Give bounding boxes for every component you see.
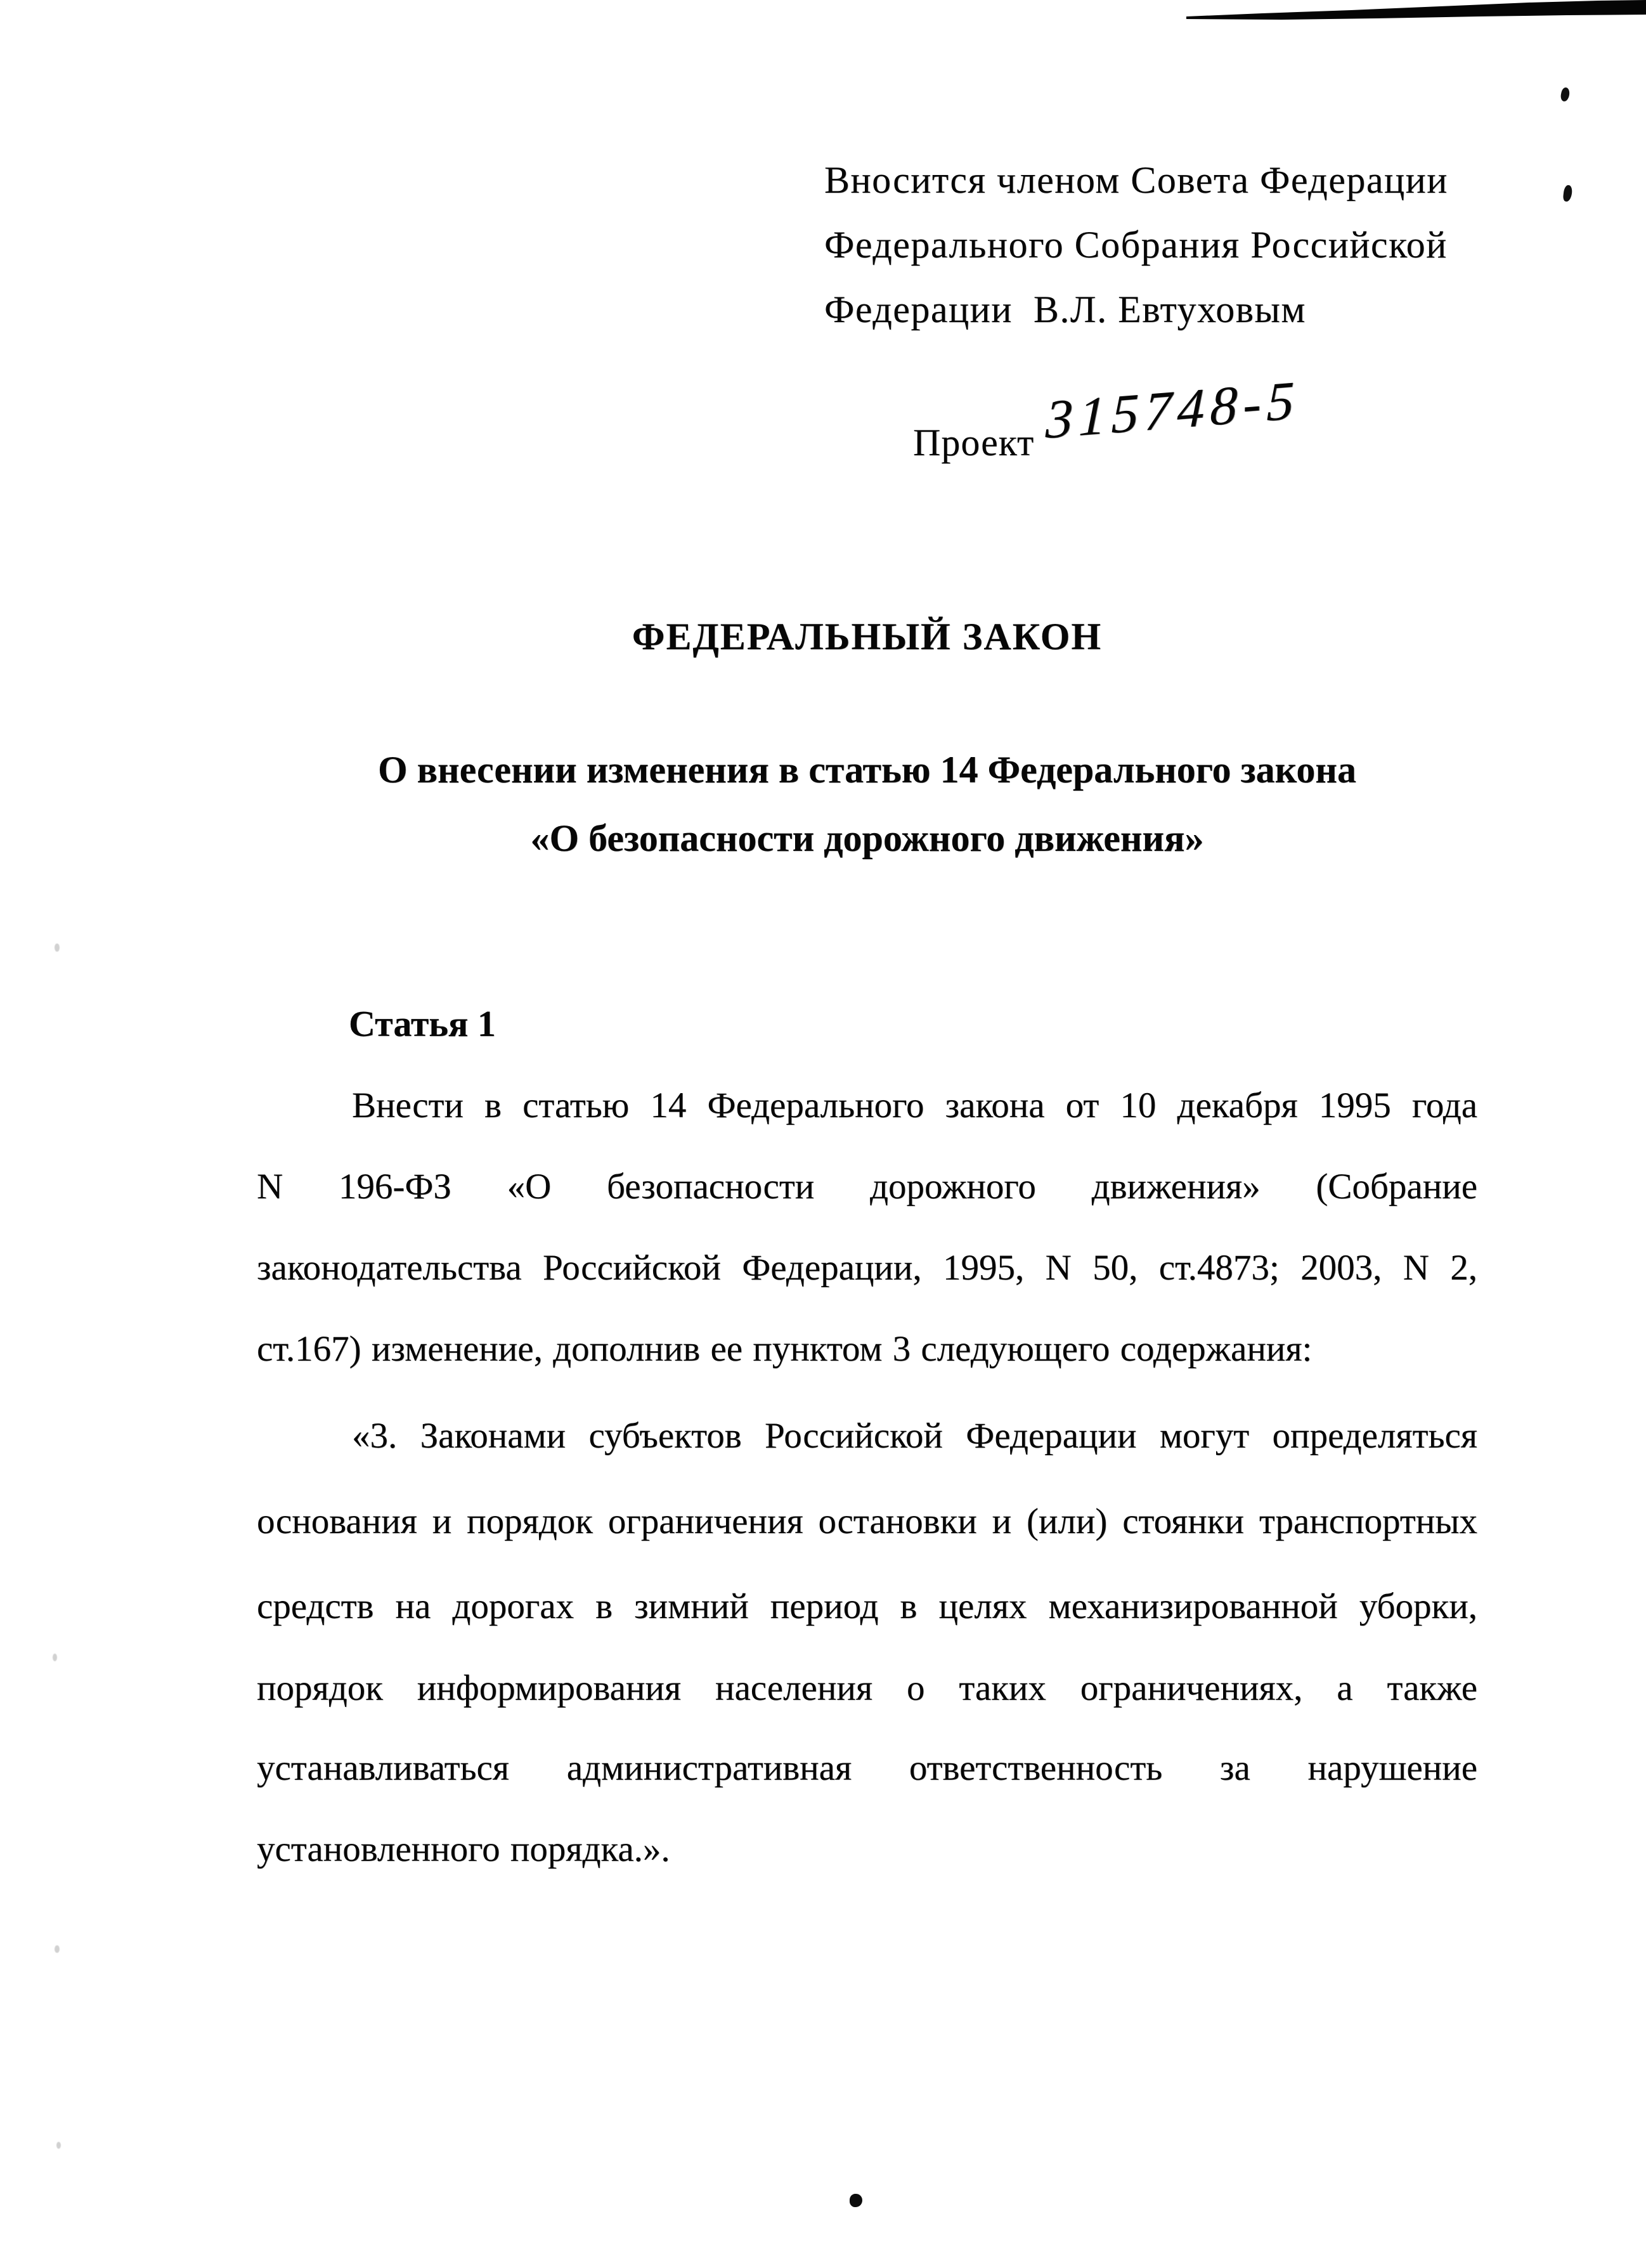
- body-line: N 196-ФЗ «О безопасности дорожного движения» (Собрание: [257, 1167, 1477, 1207]
- scanner-streak-artifact: [1186, 0, 1646, 30]
- scan-speck-icon: [55, 943, 60, 952]
- law-title: ФЕДЕРАЛЬНЫЙ ЗАКОН: [632, 616, 1103, 658]
- article-heading: Статья 1: [349, 1003, 496, 1044]
- ink-speck-top-right-icon: [1560, 87, 1571, 102]
- body-line: ст.167) изменение, дополнив ее пунктом 3 следующего содержания:: [257, 1329, 1312, 1369]
- submitter-line: Федерального Собрания Российской: [824, 224, 1448, 266]
- body-line: устанавливаться административная ответственность за нарушение: [257, 1748, 1477, 1788]
- scan-speck-icon: [56, 2142, 61, 2149]
- ink-speck-right-margin-icon: [1562, 185, 1572, 202]
- law-subtitle-line: «О безопасности дорожного движения»: [530, 817, 1204, 859]
- body-line: порядок информирования населения о таких ограничениях, а также: [257, 1668, 1477, 1708]
- body-line: Внести в статью 14 Федерального закона от 10 декабря 1995 года: [352, 1085, 1477, 1125]
- law-subtitle-line: О внесении изменения в статью 14 Федерального закона: [377, 749, 1356, 791]
- body-line: установленного порядка.».: [257, 1829, 670, 1869]
- body-line: основания и порядок ограничения остановки и (или) стоянки транспортных: [257, 1501, 1477, 1541]
- scan-speck-icon: [53, 1654, 57, 1661]
- body-line: «3. Законами субъектов Российской Федерации могут определяться: [352, 1416, 1477, 1456]
- project-label: Проект: [913, 422, 1035, 463]
- body-line: законодательства Российской Федерации, 1995, N 50, ст.4873; 2003, N 2,: [257, 1248, 1477, 1288]
- ink-dot-bottom-icon: [850, 2194, 862, 2207]
- body-line: средств на дорогах в зимний период в целях механизированной уборки,: [257, 1586, 1477, 1626]
- project-number-handwritten: 315748-5: [1045, 368, 1300, 450]
- scan-speck-icon: [55, 1945, 60, 1953]
- submitter-line: Вносится членом Совета Федерации: [824, 159, 1448, 201]
- submitter-line: Федерации В.Л. Евтуховым: [824, 288, 1306, 330]
